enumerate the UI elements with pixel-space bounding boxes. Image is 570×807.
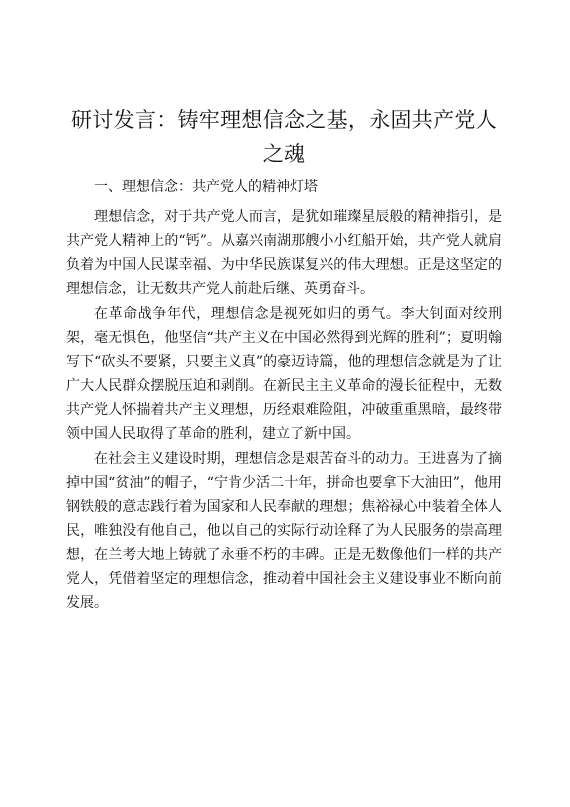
paragraph: 在社会主义建设时期，理想信念是艰苦奋斗的动力。王进喜为了摘掉中国“贫油”的帽子，“宁肯少活二十年，拼命也要拿下大油田”，他用钢铁般的意志践行着为国家和人民奉献的理想；焦裕禄心中装着全体人民，唯独没有他自己，他以自己的实际行动诠释了为人民服务的崇高理想，在兰考大地上铸就了永垂不朽的丰碑。正是无数像他们一样的共产党人，凭借着坚定的理想信念，推动着中国社会主义建设事业不断向前发展。	[66, 451, 502, 611]
paragraph: 在革命战争年代，理想信念是视死如归的勇气。李大钊面对绞刑架，毫无惧色，他坚信“共产主义在中国必然得到光辉的胜利”；夏明翰写下“砍头不要紧，只要主义真”的豪迈诗篇，他的理想信念就是为了让广大人民群众摆脱压迫和剥削。在新民主主义革命的漫长征程中，无数共产党人怀揣着共产主义理想，历经艰难险阻，冲破重重黑暗，最终带领中国人民取得了革命的胜利，建立了新中国。	[66, 306, 502, 442]
section-heading: 一、理想信念：共产党人的精神灯塔	[94, 179, 318, 195]
document-title: 研讨发言：铸牢理想信念之基，永固共产党人之魂	[71, 108, 497, 166]
paragraph: 理想信念，对于共产党人而言，是犹如璀璨星辰般的精神指引，是共产党人精神上的“钙”。从嘉兴南湖那艘小小红船开始，共产党人就肩负着为中国人民谋幸福、为中华民族谋复兴的伟大理想。正是这坚定的理想信念，让无数共产党人前赴后继、英勇奋斗。	[66, 209, 502, 297]
